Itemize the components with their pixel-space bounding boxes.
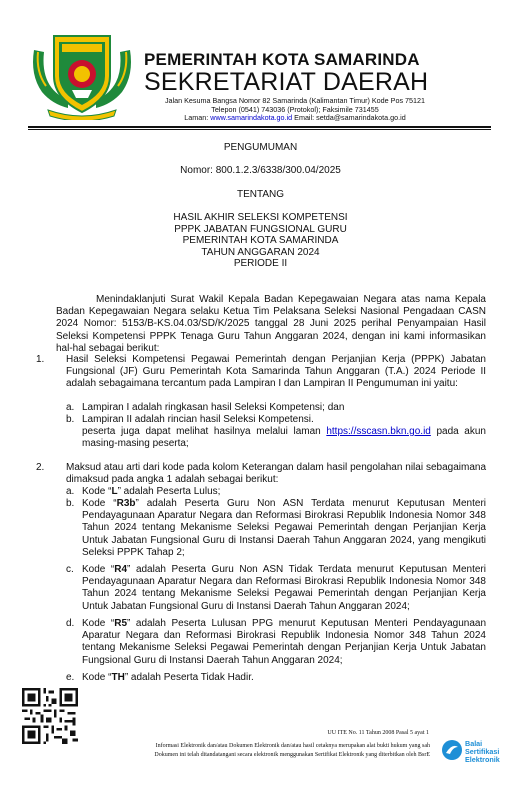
point-2-text: Maksud atau arti dari kode pada kolom Keterangan dalam hasil pengolahan nilai sebagaimana dimaksud pada angka 1 adalah sebagai berikut: (66, 462, 486, 486)
code-value: R4 (114, 564, 128, 575)
address-block (160, 97, 430, 123)
code-value: L (111, 486, 118, 497)
address-line: Jalan Kesuma Bangsa Nomor 82 Samarinda (Kalimantan Timur) Kode Pos 75121 (164, 96, 426, 105)
code-description: ” adalah Peserta Lulusan PPG menurut Keputusan Menteri Pendayagunaan Aparatur Negara dan Reformasi Birokrasi Republik Indonesia Nomor 348 Tahun 2024 tentang Mekanisme Seleksi Pegawai Pemerintah dengan Perjanjian Kerja Untuk Jabatan Fungsional Guru di Instansi Daerah Tahun Anggaran 2024; (82, 618, 487, 666)
samarinda-emblem-logo (28, 30, 136, 120)
point-1b-text: Lampiran II adalah rincian hasil Seleksi Kompetensi. (82, 414, 314, 425)
item-label: e. (66, 672, 75, 683)
sscasn-link[interactable]: https://sscasn.bkn.go.id (326, 426, 431, 437)
code-item (82, 486, 486, 498)
point-number: 1. (36, 354, 45, 365)
point-1a-text: Lampiran I adalah ringkasan hasil Seleksi Kompetensi; dan (82, 402, 345, 413)
title-line: PEMERINTAH KOTA SAMARINDA (182, 235, 339, 247)
website-link[interactable]: www.samarindakota.go.id (210, 113, 293, 123)
title-line: HASIL AKHIR SELEKSI KOMPETENSI (173, 212, 348, 223)
code-item (82, 498, 486, 559)
item-label: c. (66, 564, 74, 575)
email-text: Email: setda@samarindakota.go.id (294, 113, 406, 123)
code-prefix: Kode “ (82, 672, 112, 683)
intro-paragraph: Menindaklanjuti Surat Wakil Kepala Badan Kepegawaian Negara atas nama Kepala Badan Kepegawaian Negara selaku Ketua Tim Pelaksana Seleksi Nasional Pengadaan CASN 2024 Nomor: 5153/B-KS.04.03/SD/K/2025 tanggal 28 Juni 2025 perihal Penyampaian Hasil Seleksi Kompetensi PPPK Tenaga Guru Tahun Anggaran 2024, dengan ini kami informasikan hal-hal sebagai berikut: (56, 294, 486, 354)
note-text: pada akun masing-masing peserta; (82, 426, 486, 450)
title-line: PERIODE II (233, 258, 288, 270)
secretariat-name: SEKRETARIAT DAERAH (144, 68, 429, 96)
bsre-line: Balai (465, 739, 483, 748)
code-value: TH (111, 672, 125, 683)
code-prefix: Kode “ (82, 564, 115, 575)
website-label: Laman: (184, 113, 209, 123)
item-label: d. (66, 618, 75, 629)
code-prefix: Kode “ (82, 486, 112, 497)
code-item (82, 618, 486, 667)
point-number: 2. (36, 462, 45, 473)
point-1-text: Hasil Seleksi Kompetensi Pegawai Pemerintah dengan Perjanjian Kerja (PPPK) Jabatan Fungsional (JF) Guru Pemerintah Kota Samarinda Tahun Anggaran (T.A.) 2024 Periode II adalah sebagaimana tercantum pada Lampiran I dan Lampiran II Pengumuman ini yaitu: (66, 354, 486, 390)
bsre-logo-icon (441, 739, 463, 761)
law-reference: UU ITE No. 11 Tahun 2008 Pasal 5 ayat 1 (327, 730, 429, 736)
item-label: b. (66, 498, 75, 509)
code-prefix: Kode “ (82, 618, 115, 629)
phone-line: Telepon (0541) 743036 (Protokol); Faksimile 731455 (211, 104, 379, 114)
code-value: R3b (116, 498, 136, 509)
item-label: b. (66, 414, 75, 425)
item-label: a. (66, 486, 75, 497)
contact-line (160, 114, 430, 123)
document-title (0, 212, 521, 270)
about-label: TENTANG (236, 189, 285, 200)
qr-code (22, 688, 78, 744)
title-line: PPPK JABATAN FUNGSIONAL GURU (174, 223, 347, 235)
point-1-note (82, 426, 486, 450)
announcement-heading: PENGUMUMAN (223, 142, 298, 153)
bsre-label (465, 740, 500, 765)
code-prefix: Kode “ (82, 498, 117, 509)
government-name: PEMERINTAH KOTA SAMARINDA (144, 50, 420, 69)
bsre-line: Elektronik (465, 755, 500, 765)
code-description: ” adalah Peserta Tidak Hadir. (124, 672, 254, 683)
code-description: ” adalah Peserta Guru Non ASN Tidak Terdata menurut Keputusan Menteri Pendayagunaan Aparatur Negara dan Reformasi Birokrasi Republik Indonesia Nomor 348 Tahun 2024 tentang Mekanisme Seleksi Pegawai Pemerintah dengan Perjanjian Kerja Untuk Jabatan Fungsional Guru di Instansi Daerah Tahun Anggaran 2024; (82, 564, 486, 612)
code-description: ” adalah Peserta Lulus; (117, 486, 221, 497)
bsre-line: Sertifikasi (465, 747, 500, 757)
code-value: R5 (114, 618, 128, 629)
item-label: a. (66, 402, 75, 413)
document-number: Nomor: 800.1.2.3/6338/300.04/2025 (180, 165, 341, 176)
title-line: TAHUN ANGGARAN 2024 (201, 246, 320, 258)
header-divider (28, 126, 491, 128)
header-divider-thin (28, 129, 491, 130)
legal-notice: Informasi Elektronik dan/atau Dokumen Elektronik dan/atau hasil cetaknya merupakan alat bukti hukum yang sah (155, 743, 430, 749)
code-item (82, 672, 486, 684)
code-item (82, 564, 486, 613)
code-description: ” adalah Peserta Guru Non ASN Terdata menurut Keputusan Menteri Pendayagunaan Aparatur Negara dan Reformasi Birokrasi Republik Indonesia Nomor 348 Tahun 2024 tentang Mekanisme Seleksi Pegawai Pemerintah dengan Perjanjian Kerja Untuk Jabatan Fungsional Guru di Instansi Daerah Tahun Anggaran 2024, yang mengikuti Seleksi PPPK Tahap 2; (82, 498, 487, 558)
signature-notice: Dokumen ini telah ditandatangani secara elektronik menggunakan Sertifikat Elektronik yang diterbitkan oleh BsrE (154, 752, 430, 758)
note-text: peserta juga dapat melihat hasilnya melalui laman (82, 426, 327, 437)
